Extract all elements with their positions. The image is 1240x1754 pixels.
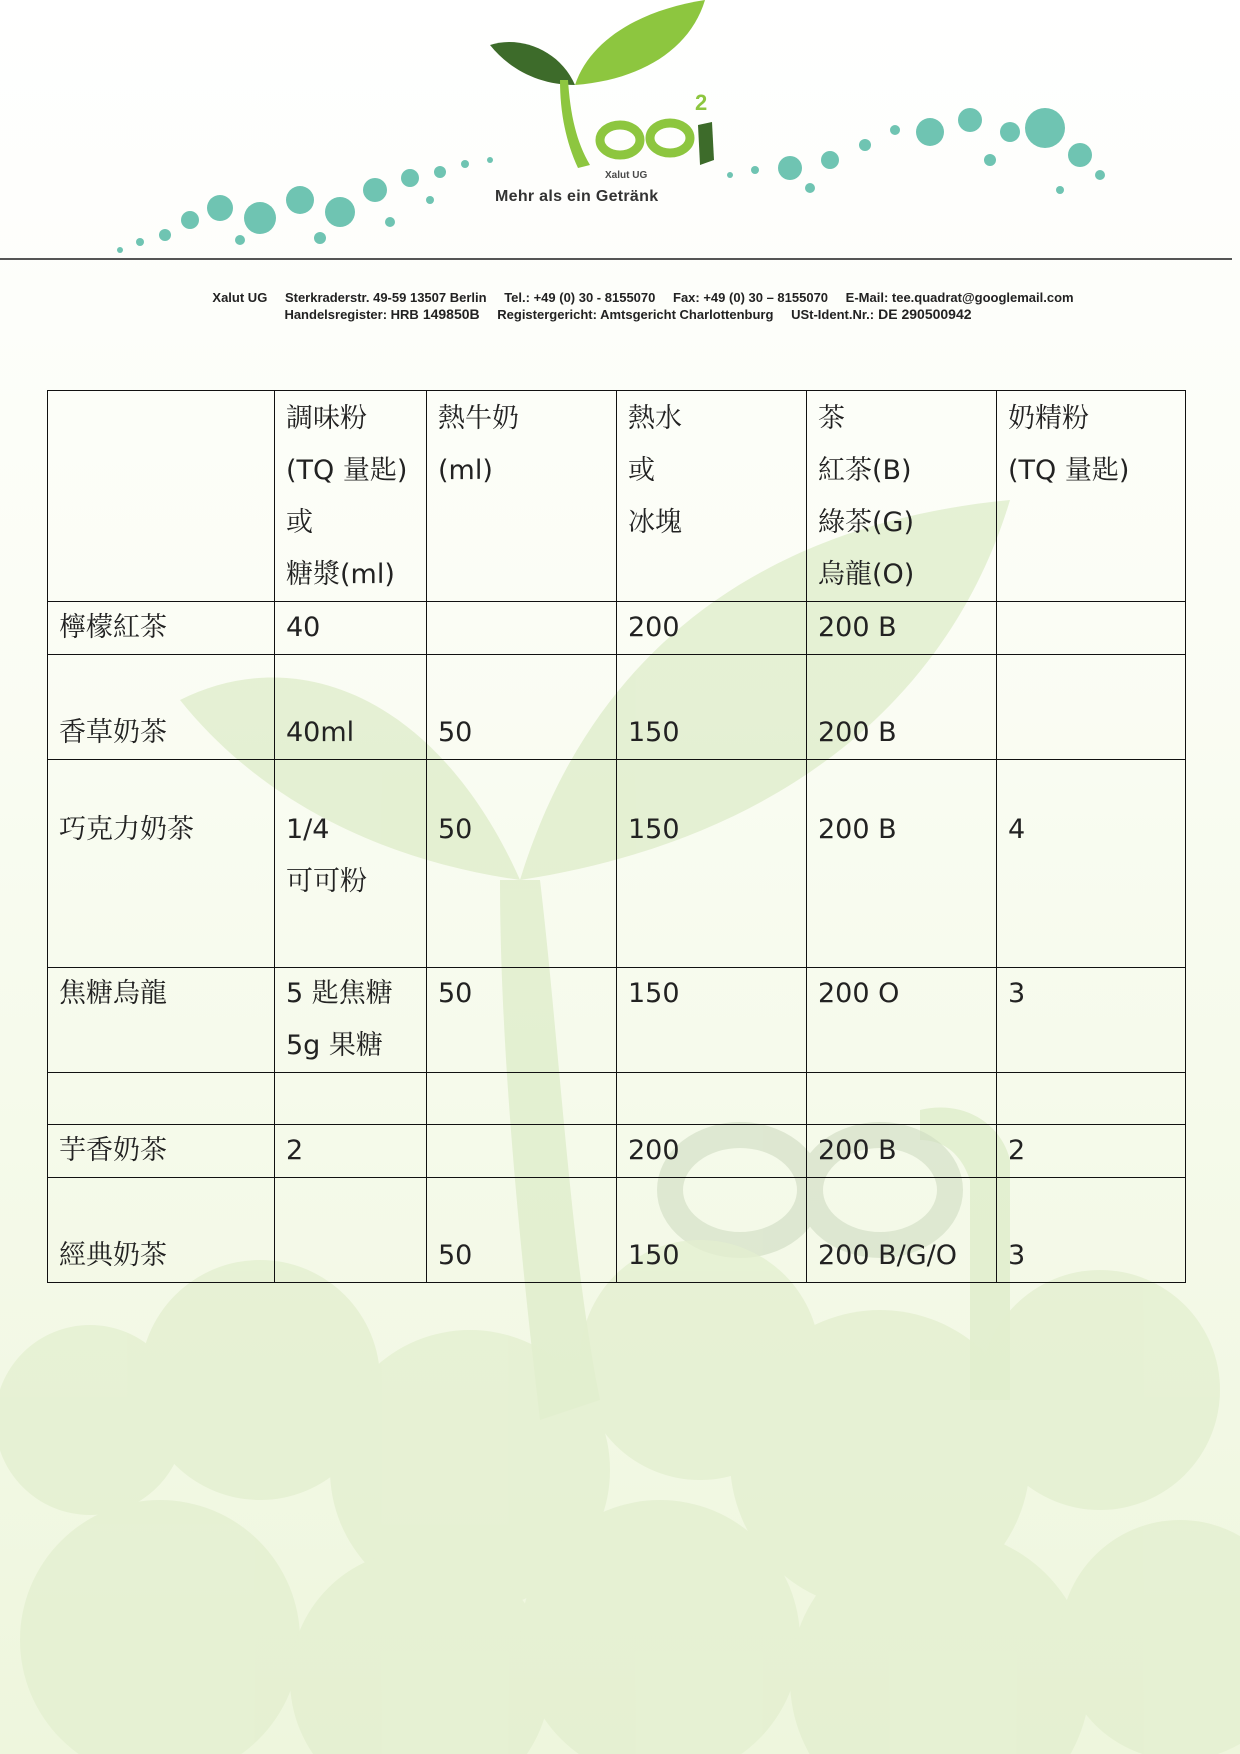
header-cell-tea (807, 391, 997, 602)
water-cell (617, 1073, 807, 1125)
milk-cell: 50 (427, 655, 617, 760)
creamer-cell: 3 (997, 968, 1186, 1073)
flavor-cell (275, 1178, 427, 1283)
logo-company-name: Xalut UG (605, 170, 648, 181)
company-fax: Fax: +49 (0) 30 – 8155070 (673, 290, 829, 305)
drink-name-cell: 芋香奶茶 (48, 1125, 275, 1178)
cell-line: 5g 果糖 (286, 1030, 383, 1061)
header-line: 或 (628, 455, 655, 486)
header-line: 或 (286, 507, 313, 538)
flavor-cell (275, 1125, 427, 1178)
tea-cell: 200 B/G/O (807, 1178, 997, 1283)
tea-cell (807, 1073, 997, 1125)
svg-text:2: 2 (695, 90, 708, 115)
milk-cell: 50 (427, 1178, 617, 1283)
milk-cell: 50 (427, 968, 617, 1073)
header-line: 茶 (818, 403, 845, 434)
table-row (48, 602, 1186, 655)
header-line: 熱牛奶 (438, 403, 519, 434)
cell-line: 40ml (286, 717, 355, 748)
header-line: 熱水 (628, 403, 682, 434)
milk-cell (427, 602, 617, 655)
table-row (48, 968, 1186, 1073)
cell-line: 1/4 (286, 814, 330, 845)
table-header-row (48, 391, 1186, 602)
header-line: (TQ 量匙) (1008, 455, 1130, 486)
company-info-line1 (0, 290, 1240, 306)
bubbles-right-decoration (720, 100, 1120, 210)
flavor-cell (275, 760, 427, 968)
water-cell: 150 (617, 1178, 807, 1283)
milk-cell (427, 1073, 617, 1125)
header-line: (TQ 量匙) (286, 455, 408, 486)
tea-cell: 200 B (807, 602, 997, 655)
water-cell: 150 (617, 760, 807, 968)
drink-name-cell: 焦糖烏龍 (48, 968, 275, 1073)
creamer-cell (997, 1073, 1186, 1125)
company-address: Sterkraderstr. 49-59 13507 Berlin (284, 290, 487, 305)
register-court: Registergericht: Amtsgericht Charlottenburg (497, 307, 774, 322)
tea-cell: 200 B (807, 760, 997, 968)
water-cell: 200 (617, 602, 807, 655)
creamer-cell: 3 (997, 1178, 1186, 1283)
header-cell-flavor (275, 391, 427, 602)
drink-name-cell: 經典奶茶 (48, 1178, 275, 1283)
tea-cell: 200 O (807, 968, 997, 1073)
register-number: 149850B (422, 306, 480, 322)
flavor-cell (275, 602, 427, 655)
table-row (48, 1125, 1186, 1178)
water-cell: 200 (617, 1125, 807, 1178)
water-cell: 150 (617, 655, 807, 760)
header-line: 綠茶(G) (818, 507, 914, 538)
header-divider (0, 258, 1232, 260)
header-cell-milk (427, 391, 617, 602)
header-cell-blank (48, 391, 275, 602)
company-info-line2 (0, 306, 1240, 323)
water-cell: 150 (617, 968, 807, 1073)
table-row (48, 760, 1186, 968)
tea-cell: 200 B (807, 655, 997, 760)
header-line: 紅茶(B) (818, 455, 912, 486)
company-info (0, 290, 1240, 323)
header-line: 冰塊 (628, 507, 682, 538)
creamer-cell (997, 655, 1186, 760)
table-row (48, 655, 1186, 760)
table-row (48, 1178, 1186, 1283)
flavor-cell (275, 968, 427, 1073)
header-line: 糖漿(ml) (286, 559, 395, 590)
flavor-cell (275, 1073, 427, 1125)
tea-cell: 200 B (807, 1125, 997, 1178)
recipe-table (47, 390, 1186, 1283)
drink-name-cell: 檸檬紅茶 (48, 602, 275, 655)
header-cell-water (617, 391, 807, 602)
company-name: Xalut UG (212, 290, 268, 305)
header-cell-creamer (997, 391, 1186, 602)
table-row-empty (48, 1073, 1186, 1125)
creamer-cell (997, 602, 1186, 655)
header-line: 烏龍(O) (818, 559, 915, 590)
flavor-cell (275, 655, 427, 760)
bubbles-left-decoration (110, 150, 510, 260)
drink-name-cell: 香草奶茶 (48, 655, 275, 760)
header-line: (ml) (438, 455, 493, 486)
company-phone: Tel.: +49 (0) 30 - 8155070 (504, 290, 656, 305)
company-email: E-Mail: tee.quadrat@googlemail.com (845, 290, 1074, 305)
drink-name-cell (48, 1073, 275, 1125)
vat-label: USt-Ident.Nr.: (791, 307, 875, 322)
milk-cell: 50 (427, 760, 617, 968)
milk-cell (427, 1125, 617, 1178)
slogan: Mehr als ein Getränk (495, 188, 659, 205)
vat-number: DE 290500942 (878, 306, 972, 322)
cell-line: 可可粉 (286, 866, 367, 897)
register-label: Handelsregister: HRB (284, 307, 419, 322)
drink-name-cell: 巧克力奶茶 (48, 760, 275, 968)
cell-line: 40 (286, 612, 321, 643)
cell-line: 5 匙焦糖 (286, 978, 393, 1009)
cell-line: 2 (286, 1135, 304, 1166)
creamer-cell: 2 (997, 1125, 1186, 1178)
creamer-cell: 4 (997, 760, 1186, 968)
header-line: 奶精粉 (1008, 403, 1089, 434)
header-line: 調味粉 (286, 403, 367, 434)
